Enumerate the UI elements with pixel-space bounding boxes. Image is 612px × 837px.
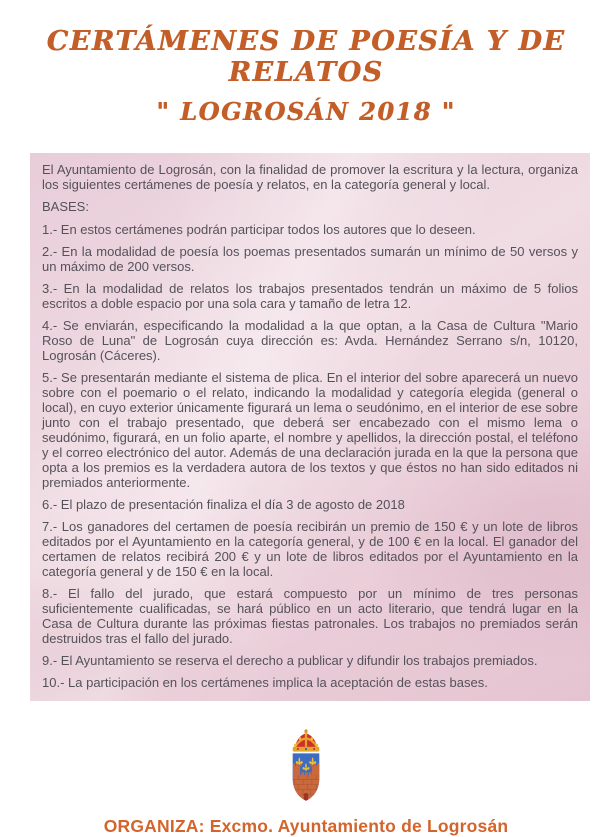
base-item-6: 6.- El plazo de presentación finaliza el día 3 de agosto de 2018 (42, 497, 405, 512)
castle-door (304, 793, 308, 803)
base-item-9: 9.- El Ayuntamiento se reserva el derecho a publicar y difundir los trabajos premiados. (42, 653, 538, 668)
base-item-3: 3.- En la modalidad de relatos los trabajos presentados tendrán un máximo de 5 folios escritos a doble espacio por una sola cara y tamaño de letra 12. (42, 281, 578, 311)
poster-header (0, 0, 612, 126)
bases-heading: BASES: (42, 199, 89, 214)
poster-subtitle: " LOGROSÁN 2018 " (156, 97, 456, 126)
base-item-7: 7.- Los ganadores del certamen de poesía recibirán un premio de 150 € y un lote de libros editados por el Ayuntamiento en la categoría general, y de 100 € en la local. El ganador del certamen de relatos recibirá 200 € y un lote de libros editados por el Ayuntamiento en la categoría general y de 150 € en la local. (42, 519, 578, 579)
crest-row (0, 729, 612, 803)
base-item-5: 5.- Se presentarán mediante el sistema de plica. En el interior del sobre aparecerá un nuevo sobre con el poemario o el relato, indicando la modalidad y categoría elegida (general o local), en cuyo exterior únicamente figurará un lema o seudónimo, en el interior de ese sobre junto con el trabajo presentado, que deberá ser encabezado con el mismo lema o seudónimo, figurará, en un folio aparte, el nombre y apellidos, la dirección postal, el teléfono y el correo electrónico del autor. Además de una declaración jurada en la que la persona que opta a los premios es la verdadera autora de los textos y que éstos no han sido editados ni premiados anteriormente. (42, 370, 578, 490)
bases-panel (30, 153, 590, 701)
intro-paragraph: El Ayuntamiento de Logrosán, con la finalidad de promover la escritura y la lectura, organiza los siguientes certámenes de poesía y relatos, en la categoría general y local. (42, 162, 578, 192)
poster-title: CERTÁMENES DE POESÍA Y DE RELATOS (46, 26, 566, 88)
base-item-2: 2.- En la modalidad de poesía los poemas presentados sumarán un mínimo de 50 versos y un máximo de 200 versos. (42, 244, 578, 274)
logrosan-coat-of-arms-icon (283, 790, 329, 807)
base-item-4: 4.- Se enviarán, especificando la modalidad a la que optan, a la Casa de Cultura "Mario Roso de Luna" de Logrosán cuya dirección es: Avda. Hernández Serrano s/n, 10120, Logrosán (Cáceres). (42, 318, 578, 363)
base-item-8: 8.- El fallo del jurado, que estará compuesto por un mínimo de tres personas suficientemente cualificadas, se hará público en un acto literario, que tendrá lugar en la Casa de Cultura durante las próximas fiestas patronales. Los trabajos no premiados serán destruidos tras el fallo del jurado. (42, 586, 578, 646)
base-item-1: 1.- En estos certámenes podrán participar todos los autores que lo deseen. (42, 222, 476, 237)
organizer-line: ORGANIZA: Excmo. Ayuntamiento de Logrosán (103, 816, 509, 836)
base-item-10: 10.- La participación en los certámenes implica la aceptación de estas bases. (42, 675, 488, 690)
